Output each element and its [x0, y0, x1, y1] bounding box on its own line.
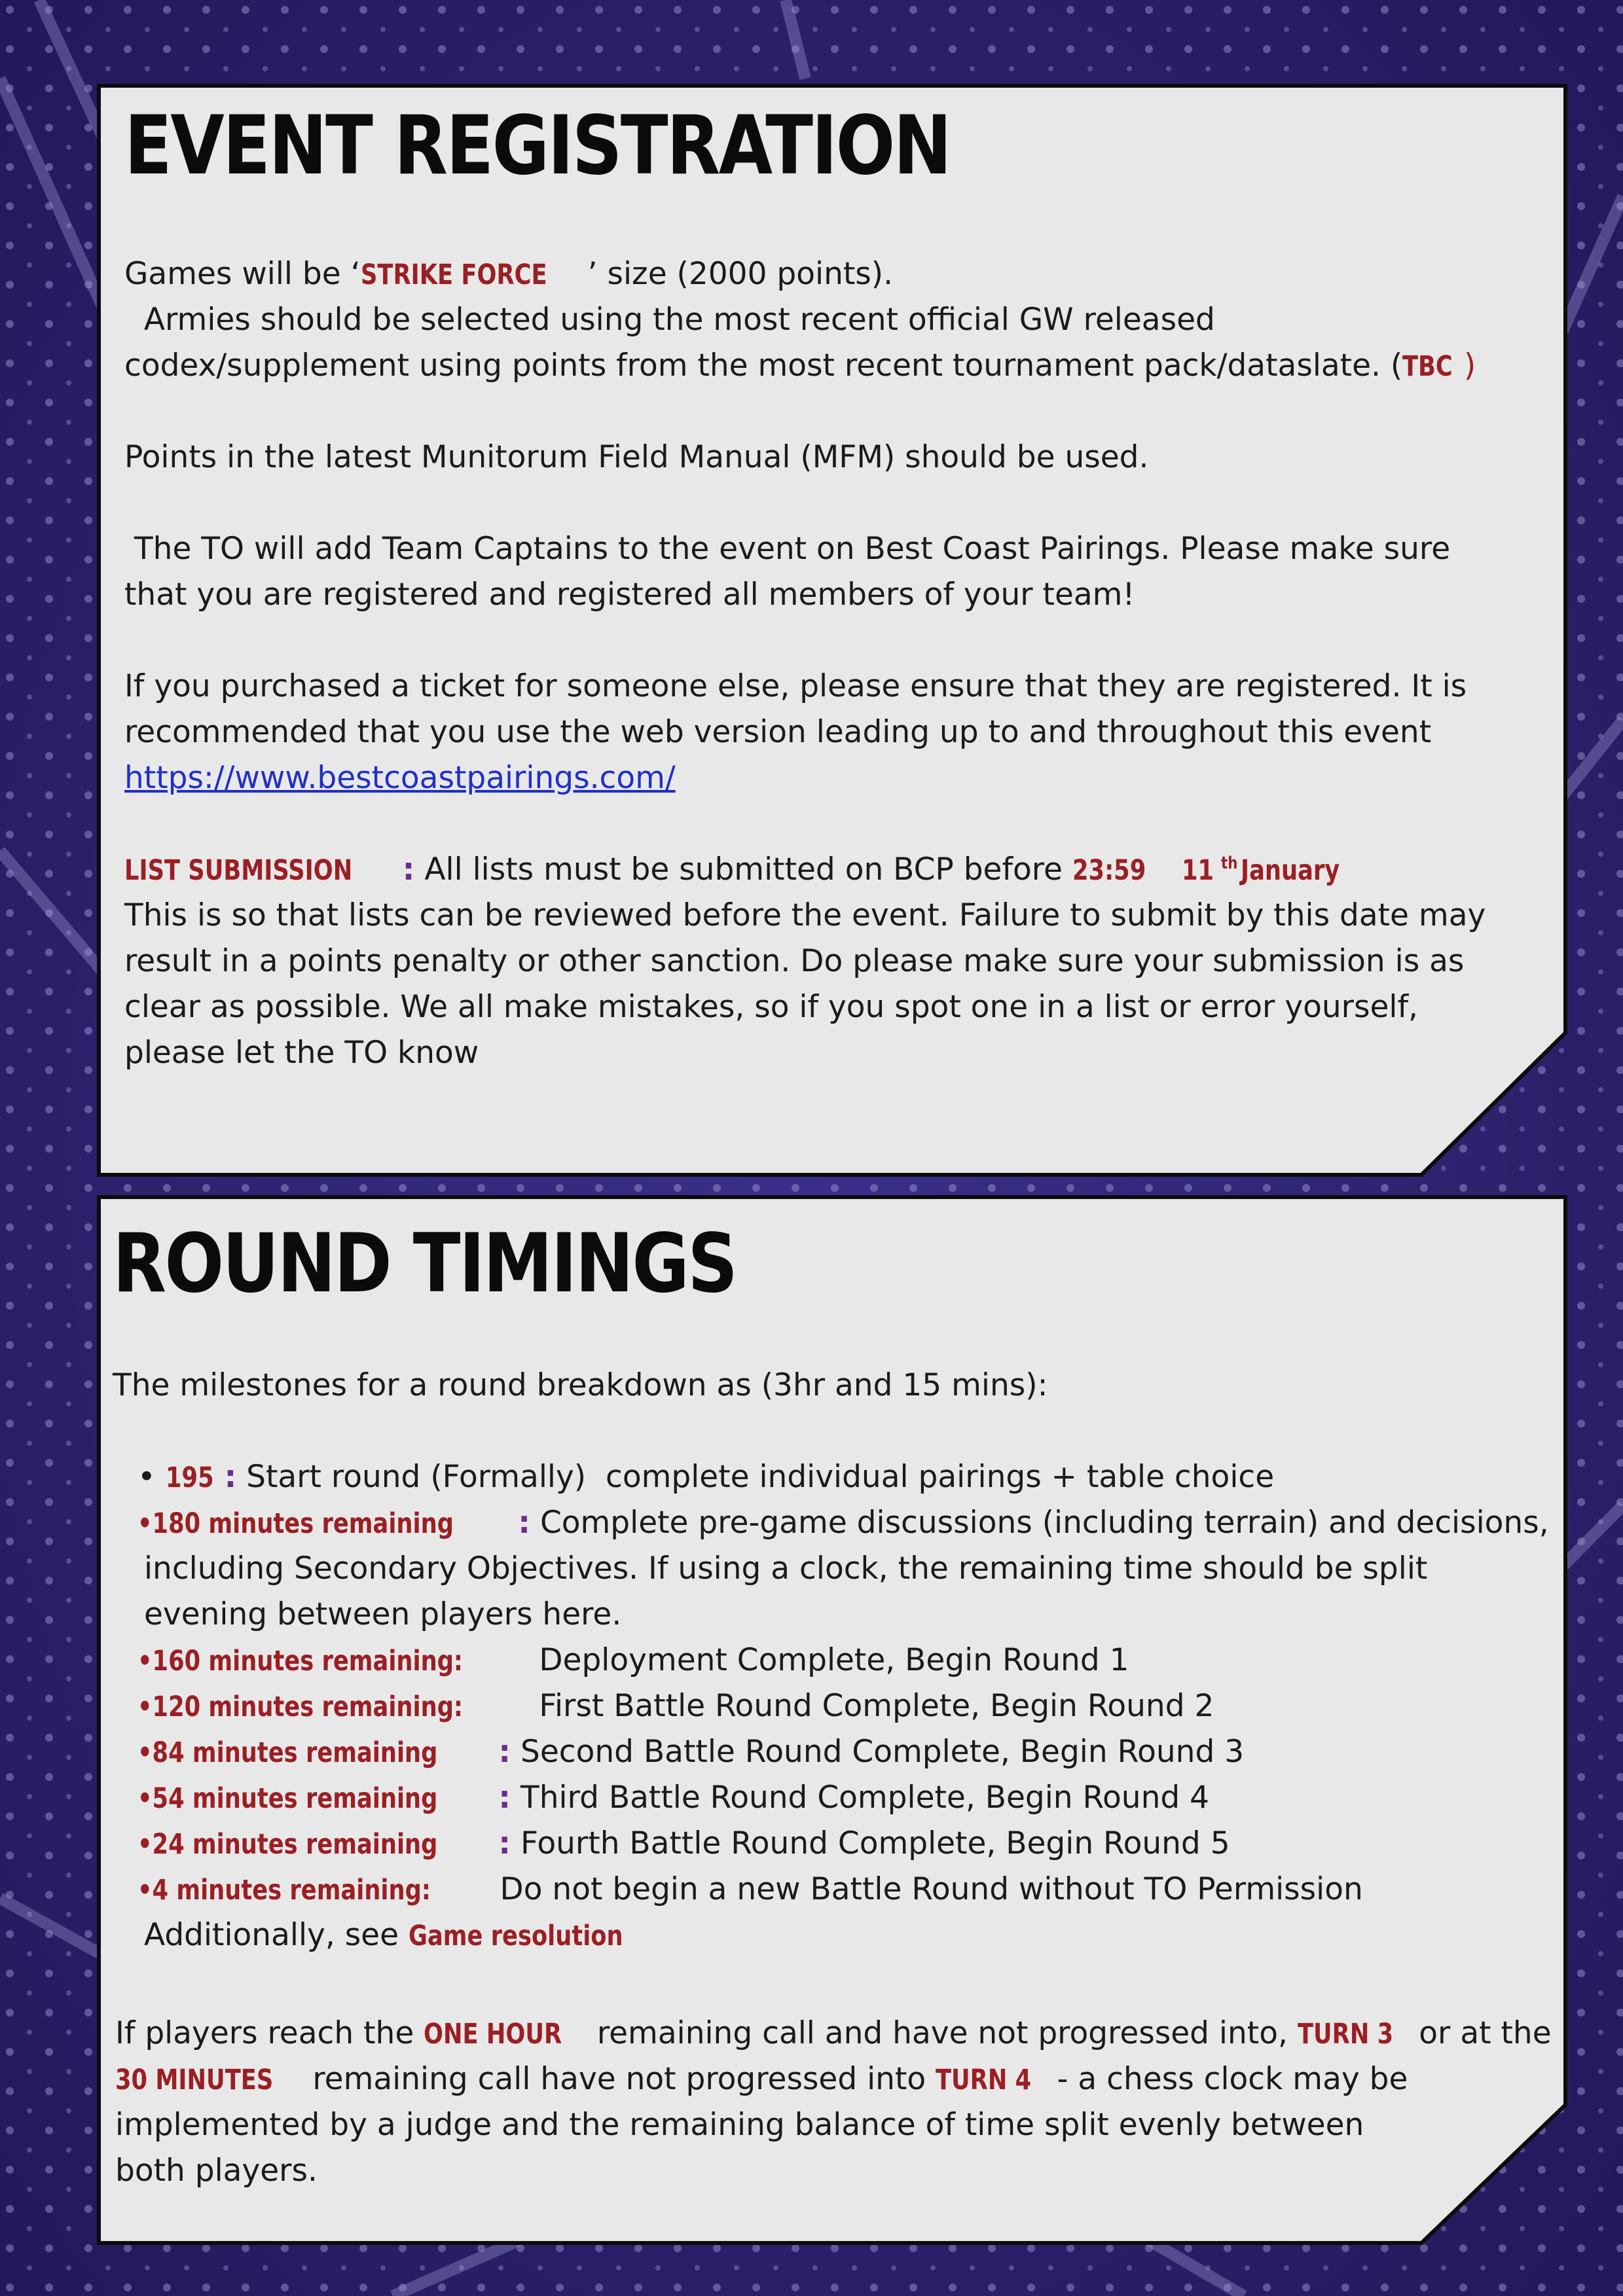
- text: :: [224, 1459, 237, 1495]
- text: First Battle Round Complete, Begin Round 2: [529, 1688, 1214, 1724]
- milestone-label: •24 minutes remaining: [137, 1828, 438, 1861]
- milestone-54: [137, 1775, 1209, 1821]
- list-submission-line2: This is so that lists can be reviewed before the event. Failure to submit by this date may: [124, 897, 1486, 933]
- text: :: [402, 852, 415, 888]
- milestone-180: [137, 1500, 1549, 1547]
- text: Second Battle Round Complete, Begin Round 3: [511, 1734, 1245, 1770]
- section-title: EVENT REGISTRATION: [124, 99, 951, 193]
- tbc-highlight: TBC: [1402, 350, 1453, 383]
- bullet: •: [137, 1459, 166, 1495]
- text: Complete pre-game discussions (including terrain) and decisions,: [530, 1505, 1549, 1541]
- strike-force-highlight: STRIKE FORCE: [360, 259, 547, 291]
- paragraph-ticket-line1: If you purchased a ticket for someone else, please ensure that they are registered. It is: [124, 668, 1467, 704]
- one-hour-highlight: ONE HOUR: [424, 2018, 562, 2051]
- text: If players reach the: [115, 2015, 424, 2051]
- milestone-180-line2: including Secondary Objectives. If using a clock, the remaining time should be split: [144, 1551, 1428, 1587]
- text: Deployment Complete, Begin Round 1: [529, 1642, 1129, 1678]
- text: ’ size (2000 points).: [587, 256, 894, 292]
- bcp-link-row: [124, 755, 676, 801]
- game-resolution-reference: Game resolution: [408, 1920, 623, 1952]
- text: Do not begin a new Battle Round without TO Permission: [490, 1871, 1363, 1907]
- milestone-label: •160 minutes remaining:: [137, 1645, 464, 1677]
- paragraph-game-size: [124, 251, 893, 298]
- text: :: [498, 1825, 511, 1861]
- final-paragraph-line4: both players.: [115, 2153, 318, 2189]
- final-paragraph-line1: [115, 2011, 1552, 2057]
- milestone-label: •54 minutes remaining: [137, 1782, 438, 1815]
- timings-intro: The milestones for a round breakdown as (3hr and 15 mins):: [113, 1367, 1048, 1403]
- list-submission-line5: please let the TO know: [124, 1035, 479, 1071]
- deadline-time: 23:59: [1072, 854, 1146, 887]
- section-title: ROUND TIMINGS: [113, 1217, 737, 1311]
- list-submission-label: LIST SUBMISSION: [124, 854, 353, 887]
- deadline-month: January: [1241, 854, 1340, 887]
- paragraph-armies-line1: Armies should be selected using the most recent official GW released: [124, 302, 1215, 338]
- text: remaining call and have not progressed into,: [587, 2015, 1298, 2051]
- milestone-label: 195: [165, 1462, 214, 1494]
- text: Additionally, see: [144, 1917, 409, 1953]
- text: :: [498, 1780, 511, 1816]
- list-submission-line3: result in a points penalty or other sanction. Do please make sure your submission is as: [124, 943, 1465, 979]
- milestone-84: [137, 1729, 1244, 1776]
- thirty-minutes-highlight: 30 MINUTES: [115, 2064, 274, 2096]
- turn-4-highlight: TURN 4: [936, 2064, 1032, 2096]
- milestone-label: •120 minutes remaining:: [137, 1691, 464, 1723]
- deadline-day: 11: [1181, 854, 1214, 887]
- milestone-label: •84 minutes remaining: [137, 1736, 438, 1769]
- list-submission-line: LIST SUBMISSION : All lists must be submitted on BCP before 23:59 11 $^{th}$January: [124, 847, 1362, 893]
- text: Fourth Battle Round Complete, Begin Round 5: [511, 1825, 1230, 1861]
- milestone-195: [137, 1454, 1274, 1501]
- paragraph-ticket-line2: recommended that you use the web version leading up to and throughout this event: [124, 714, 1432, 750]
- milestone-4: [137, 1867, 1363, 1913]
- paragraph-armies-line2: [124, 343, 1476, 389]
- text: All lists must be submitted on BCP before: [414, 852, 1072, 888]
- milestone-160: [137, 1638, 1129, 1684]
- final-paragraph-line3: implemented by a judge and the remaining balance of time split evenly between: [115, 2107, 1364, 2143]
- text: ): [1463, 348, 1476, 384]
- paragraph-mfm: Points in the latest Munitorum Field Manual (MFM) should be used.: [124, 439, 1149, 475]
- text: :: [518, 1505, 531, 1541]
- milestone-label: •180 minutes remaining: [137, 1507, 454, 1540]
- additionally-line: [144, 1912, 670, 1959]
- milestone-24: [137, 1821, 1230, 1867]
- text: codex/supplement using points from the most recent tournament pack/dataslate. (: [124, 348, 1403, 384]
- text: Start round (Formally) complete individual pairings + table choice: [236, 1459, 1275, 1495]
- paragraph-captains-line1: The TO will add Team Captains to the event on Best Coast Pairings. Please make sure: [124, 531, 1451, 567]
- bcp-link[interactable]: https://www.bestcoastpairings.com/: [124, 760, 676, 796]
- milestone-180-line3: evening between players here.: [144, 1596, 622, 1632]
- list-submission-line4: clear as possible. We all make mistakes, so if you spot one in a list or error yourself,: [124, 989, 1418, 1025]
- milestone-label: •4 minutes remaining:: [137, 1874, 431, 1907]
- text: remaining call have not progressed into: [302, 2061, 936, 2097]
- text: Games will be ‘: [124, 256, 361, 292]
- round-timings-panel: [97, 1195, 1567, 2245]
- paragraph-captains-line2: that you are registered and registered all members of your team!: [124, 577, 1135, 613]
- text: :: [498, 1734, 511, 1770]
- text: or at the: [1409, 2015, 1552, 2051]
- event-registration-panel: [97, 84, 1567, 1177]
- final-paragraph-line2: [115, 2056, 1408, 2103]
- turn-3-highlight: TURN 3: [1297, 2018, 1394, 2051]
- milestone-120: [137, 1683, 1214, 1730]
- text: - a chess clock may be: [1047, 2061, 1408, 2097]
- text: Third Battle Round Complete, Begin Round 4: [511, 1780, 1210, 1816]
